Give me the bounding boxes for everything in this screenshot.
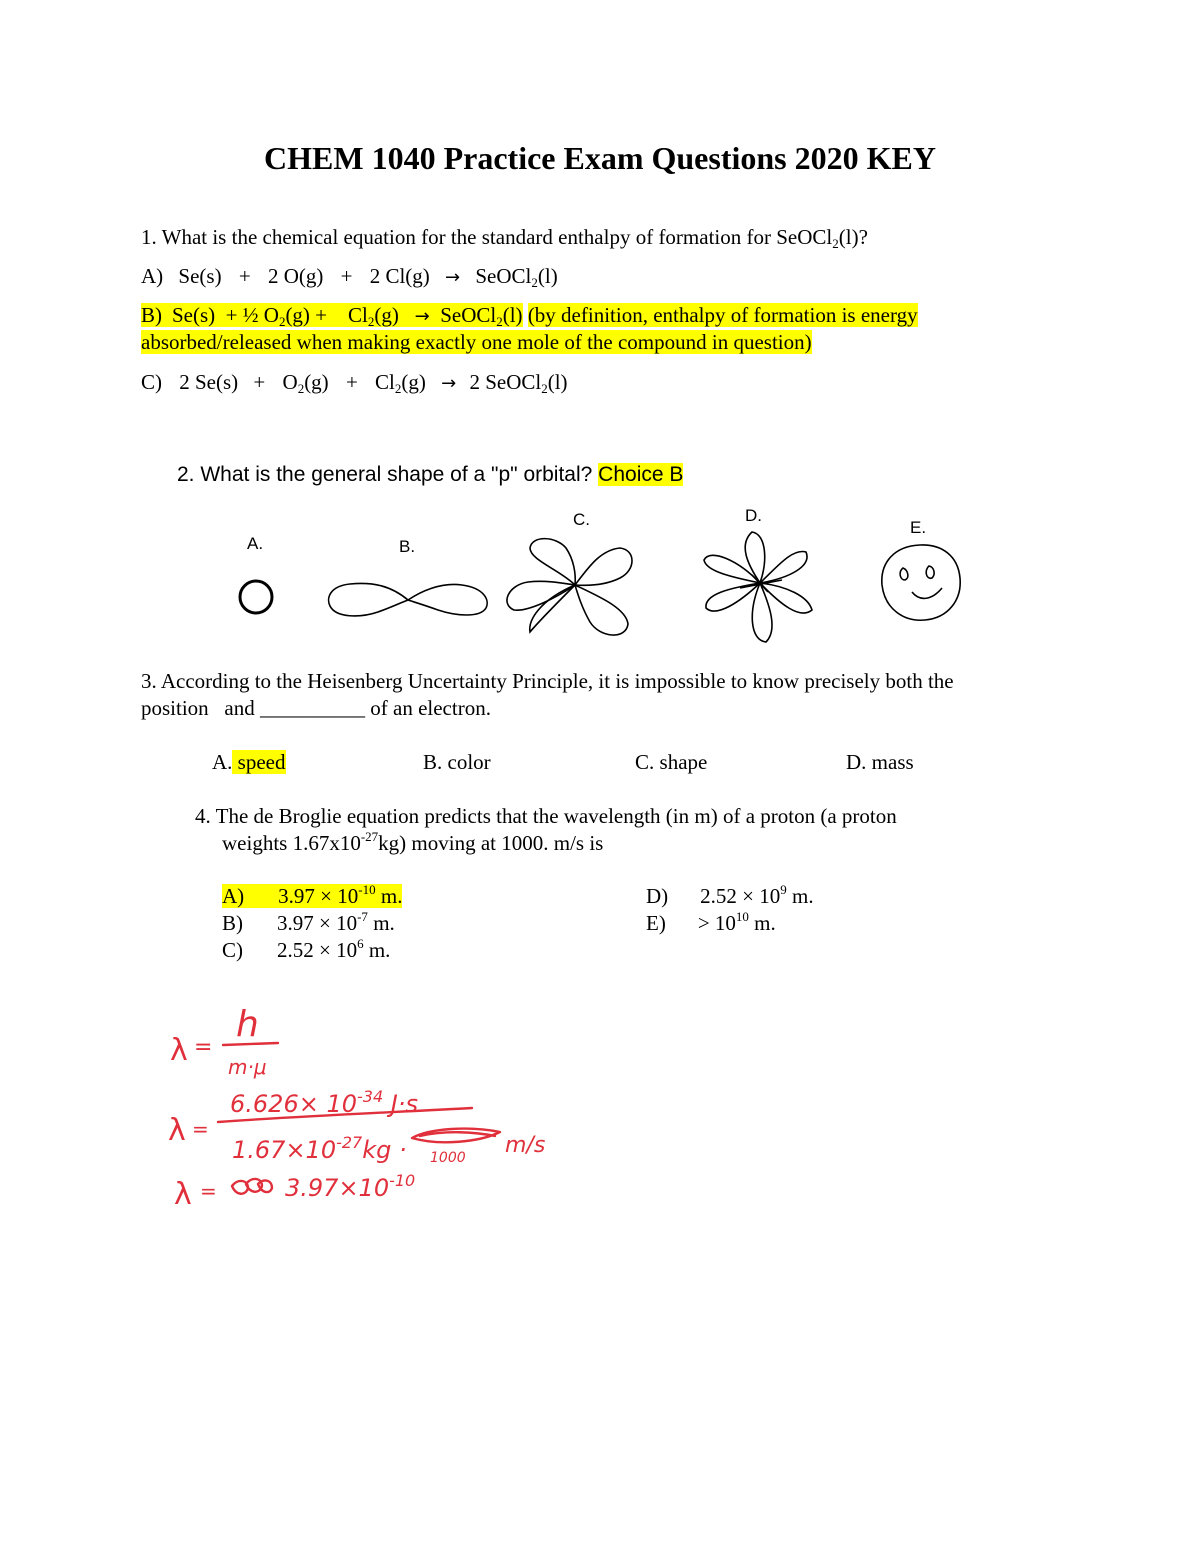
hand-scribble: [412, 1129, 500, 1143]
q1-prompt-end: (l)?: [838, 225, 868, 249]
q3-choice-label: C.: [635, 750, 655, 774]
q1-prompt-text: 1. What is the chemical equation for the standard enthalpy of formation for SeOCl: [141, 225, 833, 249]
q1-a-plus: +: [340, 264, 353, 288]
hand-eq-2: =: [192, 1117, 209, 1141]
orbital-label-a: A.: [247, 534, 264, 553]
hand-eq-3: =: [200, 1179, 217, 1203]
q3-text: of an electron.: [370, 696, 491, 720]
hand-result: $3.97\times 10^{-10}$: [285, 1171, 416, 1202]
q1-b-term: Cl: [348, 303, 368, 327]
q1-a-term: Se(s): [178, 264, 222, 288]
hand-scribble-2: [232, 1179, 272, 1194]
q1-c-plus: +: [345, 370, 358, 394]
q1-a-product: SeOCl: [475, 264, 532, 288]
q1-a-plus: +: [238, 264, 251, 288]
q1-b-label: B): [141, 303, 162, 327]
q1-c-sub: 2: [394, 381, 402, 396]
q4-answer-label: D): [646, 884, 669, 908]
hand-fraction-line: [223, 1043, 278, 1045]
q4-answer-exp: 9: [780, 882, 787, 897]
q4-answer-value: 2.52 × 10: [700, 884, 781, 908]
hand-lambda: λ: [170, 1033, 188, 1068]
q1-c-sub: 2: [297, 381, 305, 396]
q4-text: kg) moving at 1000. m/s is: [378, 831, 604, 855]
hand-numerator: $6.626\times 10^{-34}$ J·s: [230, 1087, 418, 1118]
q1-b-note-2: absorbed/released when making exactly one mole of the compound in question): [141, 330, 812, 354]
q2-prompt-text: 2. What is the general shape of a "p" orbital?: [177, 463, 593, 486]
orbital-label-d: D.: [745, 506, 762, 525]
q1-c-product: 2 SeOCl: [469, 370, 542, 394]
q1-c-label: C): [141, 370, 162, 394]
orbital-label-e: E.: [910, 518, 927, 537]
q4-answer-label: C): [222, 938, 243, 962]
q1-b-term: (g) +: [285, 303, 328, 327]
q1-b-sub: 2: [496, 314, 503, 329]
q3-choice-label: D.: [846, 750, 867, 774]
hand-lambda-2: λ: [168, 1113, 186, 1148]
hand-velocity: 1000: [430, 1150, 466, 1166]
hand-h: h: [236, 1004, 259, 1045]
arrow-icon: →: [445, 267, 461, 288]
q4-answer-value: 3.97 × 10: [277, 911, 358, 935]
q1-b-note: (by definition, enthalpy of formation is energy: [527, 303, 918, 327]
q4-answer-unit: m.: [748, 911, 776, 935]
q4-answer-unit: m.: [375, 884, 403, 908]
q1-b-sub: 2: [367, 314, 375, 329]
q1-b-sub: 2: [278, 314, 286, 329]
q1-c-term: (g): [401, 370, 426, 394]
q1-a-term: 2 O(g): [267, 264, 324, 288]
q1-c-state: (l): [547, 370, 568, 394]
hand-mv: m·μ: [228, 1055, 267, 1079]
q1-b-product: SeOCl: [440, 303, 497, 327]
q1-c-term: (g): [304, 370, 329, 394]
q1-a-label: A): [141, 264, 164, 288]
q1-prompt-sub: 2: [832, 236, 839, 251]
q3-choice-answer: speed: [232, 750, 286, 774]
q3-blank: __________: [260, 696, 365, 720]
q3-choice-label: A.: [212, 750, 233, 774]
hand-lambda-3: λ: [174, 1177, 192, 1212]
q4-answer-exp: -7: [357, 909, 368, 924]
q4-answer-label: A): [222, 884, 245, 908]
hand-denominator: $1.67\times 10^{-27}kg$ ·: [232, 1133, 407, 1164]
q3-choice-text: color: [447, 750, 491, 774]
q1-a-state: (l): [537, 264, 558, 288]
q1-b-term: (g): [374, 303, 399, 327]
q4-sup: -27: [360, 829, 379, 844]
q4-answer-label: E): [646, 911, 666, 935]
q1-b-state: (l): [502, 303, 523, 327]
q1-a-term: 2 Cl(g): [369, 264, 430, 288]
q3-line1: 3. According to the Heisenberg Uncertainty Principle, it is impossible to know precisely both the: [141, 669, 954, 693]
q4-answer-exp: 10: [735, 909, 749, 924]
q4-text: weights 1.67x10: [222, 831, 361, 855]
q3-choice-label: B.: [423, 750, 443, 774]
q4-answer-value: 3.97 × 10: [278, 884, 359, 908]
q1-c-plus: +: [253, 370, 266, 394]
arrow-icon: →: [441, 373, 457, 394]
q1-c-term: O: [282, 370, 298, 394]
q4-answer-unit: m.: [363, 938, 391, 962]
orbital-label-b: B.: [399, 537, 416, 556]
q4-answer-exp: 6: [357, 936, 364, 951]
q1-c-term: 2 Se(s): [179, 370, 239, 394]
arrow-icon: →: [414, 306, 430, 327]
q1-c-sub: 2: [541, 381, 548, 396]
page-title: CHEM 1040 Practice Exam Questions 2020 KEY: [264, 140, 936, 176]
q4-answer-exp: -10: [358, 882, 376, 897]
q4-answer-unit: m.: [786, 884, 814, 908]
q1-a-sub: 2: [531, 275, 538, 290]
q4-answer-unit: m.: [367, 911, 395, 935]
hand-eq: =: [194, 1035, 213, 1060]
q4-answer-value: 2.52 × 10: [277, 938, 358, 962]
q3-choice-text: shape: [659, 750, 708, 774]
q3-choice-text: mass: [871, 750, 914, 774]
q4-answer-value: > 10: [697, 911, 736, 935]
q4-answer-label: B): [222, 911, 243, 935]
q3-text: position and: [141, 696, 255, 720]
q4-line1: 4. The de Broglie equation predicts that the wavelength (in m) of a proton (a proton: [195, 804, 897, 828]
q1-b-term: + ½ O: [225, 303, 279, 327]
orbital-label-c: C.: [573, 510, 590, 529]
hand-units: m/s: [505, 1133, 546, 1158]
q2-answer: Choice B: [598, 463, 684, 486]
q1-b-term: Se(s): [172, 303, 216, 327]
q1-c-term: Cl: [375, 370, 395, 394]
